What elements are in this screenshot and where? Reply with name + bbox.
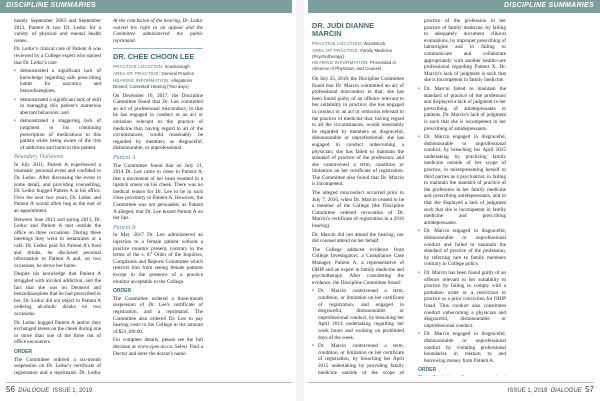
- left-header-title: DISCIPLINE SUMMARIES: [6, 2, 97, 9]
- paragraph: On July 25, 2018, the Discipline Committee found that Dr. Marcin committed an act of professional misconduct in that: she has been found guilty of an offence relevant to her suitability to practice; she has engaged in conduct or an act or omission relevant to the practice of medicine that, having regard to all the circumstances, would reasonably be regarded by members as disgraceful, dishonourable or unprofessional; she has engaged in conduct unbecoming a physician; she has failed to maintain the standard of practice of the profession; and she contravened a term, condition or limitation on her certificate of registration. The Committee also found that Dr. Marcin is incompetent.: [312, 75, 404, 188]
- paragraph: Dr. Marcin did not attend the hearing, nor did counsel attend on her behalf.: [312, 231, 404, 245]
- paragraph: At the conclusion of the hearing, Dr. Leduc waived his right to an appeal and the Committee administered the public reprimand.: [113, 18, 203, 44]
- list-item: • Dr. Marcin contravened a term, condition, or limitation on her certificate of registration, and engaged in disgraceful, dishonourable or unprofessional conduct, by breaching her April 2014 undertaking regarding her work hours and working on prohibited days of the week.: [312, 288, 404, 341]
- area-of-practice: AREA OF PRACTICE: General Practice: [113, 71, 195, 77]
- column-2: [113, 18, 203, 376]
- list-item: • Dr. Marcin contravened a term, condition, or limitation on her certificate of registration, by breaching her April 2015 undertaking by providing family medicine outside of the scope of: [312, 343, 404, 376]
- paragraph: Despite his knowledge that Patient A struggled with alcohol addiction, and the fact that she was on Demerol and benzodiazepines that he had prescribed to her, Dr. Leduc did not object to Patient A ordering alcoholic drinks on two occasions.: [14, 271, 101, 317]
- bullet-list: [418, 86, 506, 364]
- order-heading: ORDER: [418, 367, 437, 374]
- paragraph: In May 2017 Dr. Lee administered an injection to a female patient without a practice monitor present, contrary to the terms of the s. 87 Order of the Inquiries, Complaints and Reports Committee which restricts him from seeing female patients except in the presence of a practice monitor acceptable to the College.: [113, 232, 203, 285]
- publication-name: DIALOGUE: [550, 388, 582, 394]
- subheading: Boundary Violations: [14, 154, 64, 161]
- footer-right: [508, 385, 594, 394]
- footer-rule-left: [6, 382, 292, 383]
- column-4: [418, 18, 506, 376]
- physician-name: DR. CHEE CHOON LEE: [113, 52, 195, 62]
- paragraph: The Committee ordered a three-month suspension of Dr. Lee's certificate of registration, and a reprimand. The Committee also ordered Dr. Lee to pay hearing costs to the College in the amount of $21,180.00.: [113, 295, 203, 335]
- bullet-list: [312, 288, 404, 376]
- column-3: [312, 18, 404, 376]
- publication-name: DIALOGUE: [18, 388, 50, 394]
- hearing-information: HEARING INFORMATION: Allegations Denied; Contested Hearing (Two days): [113, 77, 193, 89]
- paragraph: The Committee found that on July 21, 2014 Dr. Lee came to close to Patient A, that a movement of her head resulted in a lipstick smear on his cheek. There was no medical reason for Dr. Lee to be in such close proximity to Patient A. However, the Committee was not persuaded, as Patient A alleged, that Dr. Lee kissed Patient A on her lips.: [113, 162, 203, 222]
- right-header-bar: [308, 0, 600, 13]
- order-heading: ORDER: [14, 348, 33, 355]
- practice-location: PRACTICE LOCATION: Scarborough: [113, 64, 190, 70]
- order-heading: ORDER: [113, 288, 132, 295]
- paragraph: In July 2011, Patient A experienced a traumatic personal event and confided in Dr. Leduc. After discussing the event in some detail, and providing counselling, Dr. Leduc hugged Patient A in his office. Over the next two years, Dr. Leduc and Patient A would often hug at the end of an appointment.: [14, 161, 101, 215]
- column-1: [14, 18, 101, 376]
- paragraph: mately September 2003 and September 2013, Patient A saw Dr. Leduc for a variety of physical and mental health issues.: [14, 18, 101, 44]
- left-header-bar: [0, 0, 292, 13]
- footer-left: [6, 385, 92, 394]
- paragraph: Dr. Leduc hugged Patient A and/or they exchanged kisses on the cheek during one or more than one of the three out of office encounters.: [14, 319, 101, 346]
- list-item: • Dr. Marcin engaged in disgraceful, dishonourable or unprofessional conduct and failed to maintain the standard of practice of the profession, by referring care to family members contrary to College policy.: [418, 228, 506, 268]
- subheading: Patient A: [113, 154, 136, 161]
- paragraph: For complete details, please see the full decision at www.cpso.on.ca. Select Find a Doctor and enter the doctor's name.: [113, 337, 203, 357]
- list-item: • demonstrated a significant lack of knowledge regarding safe prescribing habits for narcotics and benzodiazepines;: [14, 68, 101, 94]
- paragraph: The Committee ordered a six-month suspension on Dr. Leduc's certificate of registration and a reprimand. Dr. Leduc: [14, 356, 101, 376]
- physician-name: DR. JUDI DIANNE MARCIN: [312, 21, 375, 38]
- paragraph: The College adduced evidence from College Investigators, a Compliance Case Manager, Patient A, a representative of OHIP and an expert in family medicine and psychotherapy. After considering the evidence, the Discipline Committee found:: [312, 246, 404, 286]
- hearing-information: HEARING INFORMATION: Proceeded in Absence of Physician, and Counsel: [312, 60, 396, 72]
- right-header-title: DISCIPLINE SUMMARIES: [503, 2, 594, 9]
- issue-label: ISSUE 1, 2019: [52, 388, 93, 394]
- footer-rule-right: [308, 382, 594, 383]
- paragraph: The alleged misconduct occurred prior to July 7, 2016, when Dr. Marcin ceased to be a member of the College (the Discipline Committee ordered revocation of Dr. Marcin's certificate of registration in a 2016 hearing).: [312, 190, 404, 230]
- list-item: • Dr. Marcin failed to maintain the standard of practice of the profession and displayed a lack of judgment in her prescribing of antidepressants to patients. Dr. Marcin's lack of judgment is such that she is incompetent in her prescribing of antidepressants.: [418, 86, 506, 132]
- list-item: • demonstrated a significant lack of skill in managing this patient's numerous aberrant behaviors; and: [14, 97, 101, 117]
- paragraph: practice of the profession in her practice of family medicine, by failing to adequately document clinical evaluations, by improper prescribing of lamotrigine and in failing to communicate and collaborate appropriately with another health-care professional regarding Patient X. Dr. Marcin's lack of judgment is such that she is incompetent in family medicine.: [424, 18, 506, 84]
- paragraph: Between June 2012 and spring 2013, Dr. Leduc and Patient A met outside the office on three occasions. During these meetings they went to restaurants or a café. Dr. Leduc paid for Patient A's food and drinks, he disclosed personal information to Patient A and, on two occasions, he drove her home.: [14, 216, 101, 269]
- paragraph: On December 16, 2017, the Discipline Committee found that Dr. Lee committed an act of professional misconduct, in that he has engaged in conduct or an act or omission relevant to the practice of medicine that, having regard to all of the circumstances, would reasonably be regarded by members as disgraceful, dishonourable, or unprofessional.: [113, 92, 203, 152]
- subheading: Patient B: [113, 224, 136, 231]
- area-of-practice: AREA OF PRACTICE: Family Medicine (Psychotherapy): [312, 47, 393, 59]
- page-gutter: [296, 0, 304, 401]
- list-item: • Dr. Marcin has been found guilty of an offence relevant to her suitability to practice by failing to comply with a probation order or a restriction to practice or a prior conviction for OHIP fraud. This conduct also constitutes conduct unbecoming a physician and disgraceful, dishonourable or unprofessional conduct.: [418, 270, 506, 329]
- bullet-list: [14, 68, 101, 151]
- list-item: • demonstrated a staggering lack of judgment in his continuing prescription of medications to this patient while being aware of the risk of addiction and harm to this patient.: [14, 118, 101, 151]
- practice-location: PRACTICE LOCATION: Woodstock: [312, 41, 386, 46]
- paragraph: [418, 375, 506, 376]
- divider: [113, 48, 203, 49]
- list-item: • Dr. Marcin engaged in disgraceful, dishonourable or unprofessional conduct by violating professional boundaries in relation to and borrowing money from Patient A.: [418, 331, 506, 364]
- page-number-left: 56: [6, 385, 15, 394]
- issue-label: ISSUE 1, 2019: [507, 388, 548, 394]
- list-item: • Dr. Marcin engaged in disgraceful, dishonourable or unprofessional conduct, by breaching her April 2015 undertaking by practicing family medicine outside of her scope of practice, in misrepresenting herself to third parties as a psychiatrist, in failing to maintain the standard of practice of the profession in her family medicine and prescribing antidepressants, and in that she displayed a lack of judgment such that she is incompetent in family medicine and prescribing antidepressants.: [418, 134, 506, 226]
- paragraph: Dr. Leduc's clinical care of Patient A was reviewed by a College expert who opined that Dr. Leduc's care: [14, 46, 101, 66]
- page-number-right: 57: [585, 385, 594, 394]
